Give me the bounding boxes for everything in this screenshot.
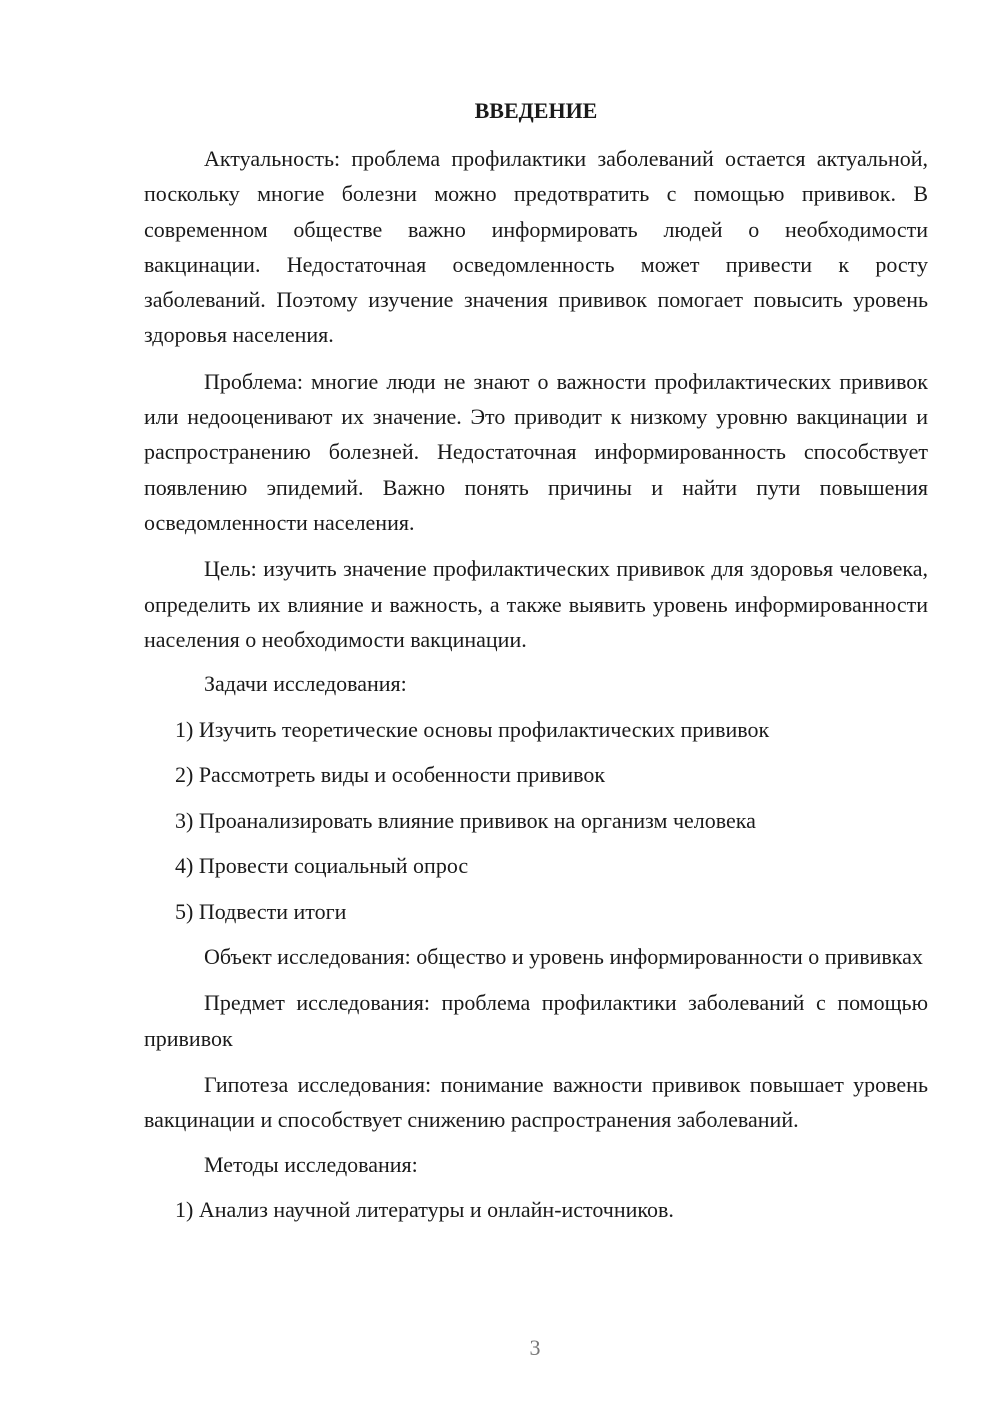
paragraph-goal: Цель: изучить значение профилактических прививок для здоровья человека, определить их влияние и важность, а также выявить уровень информированности населения о необходимости вакцинации.	[144, 556, 928, 652]
task-item: 4) Провести социальный опрос	[175, 853, 469, 879]
paragraph-subject: Предмет исследования: проблема профилактики заболеваний с помощью прививок	[144, 990, 928, 1051]
paragraph-hypothesis: Гипотеза исследования: понимание важности прививок повышает уровень вакцинации и способствует снижению распространения заболеваний.	[144, 1072, 928, 1133]
tasks-heading: Задачи исследования:	[204, 671, 407, 697]
paragraph-problem: Проблема: многие люди не знают о важности профилактических прививок или недооценивают их значение. Это приводит к низкому уровню вакцинации и распространению болезней. Недостаточная информированность способствует появлению эпидемий. Важно понять причины и найти пути повышения осведомленности населения.	[144, 368, 928, 535]
task-item: 2) Рассмотреть виды и особенности прививок	[175, 762, 606, 788]
task-item: 3) Проанализировать влияние прививок на организм человека	[175, 807, 756, 833]
paragraph-object: Объект исследования: общество и уровень информированности о прививках	[204, 944, 923, 970]
page-content	[144, 93, 928, 1238]
methods-heading: Методы исследования:	[204, 1151, 418, 1177]
paragraph-relevance: Актуальность: проблема профилактики заболеваний остается актуальной, поскольку многие болезни можно предотвратить с помощью прививок. В современном обществе важно информировать людей о необходимости вакцинации. Недостаточная осведомленность может привести к росту заболеваний. Поэтому изучение значения прививок помогает повысить уровень здоровья населения.	[144, 146, 928, 348]
page-title: ВВЕДЕНИЕ	[474, 98, 598, 123]
task-item: 5) Подвести итоги	[175, 898, 347, 924]
method-item: 1) Анализ научной литературы и онлайн-источников.	[175, 1197, 674, 1223]
task-item: 1) Изучить теоретические основы профилактических прививок	[175, 716, 770, 742]
page-number: 3	[529, 1335, 541, 1360]
